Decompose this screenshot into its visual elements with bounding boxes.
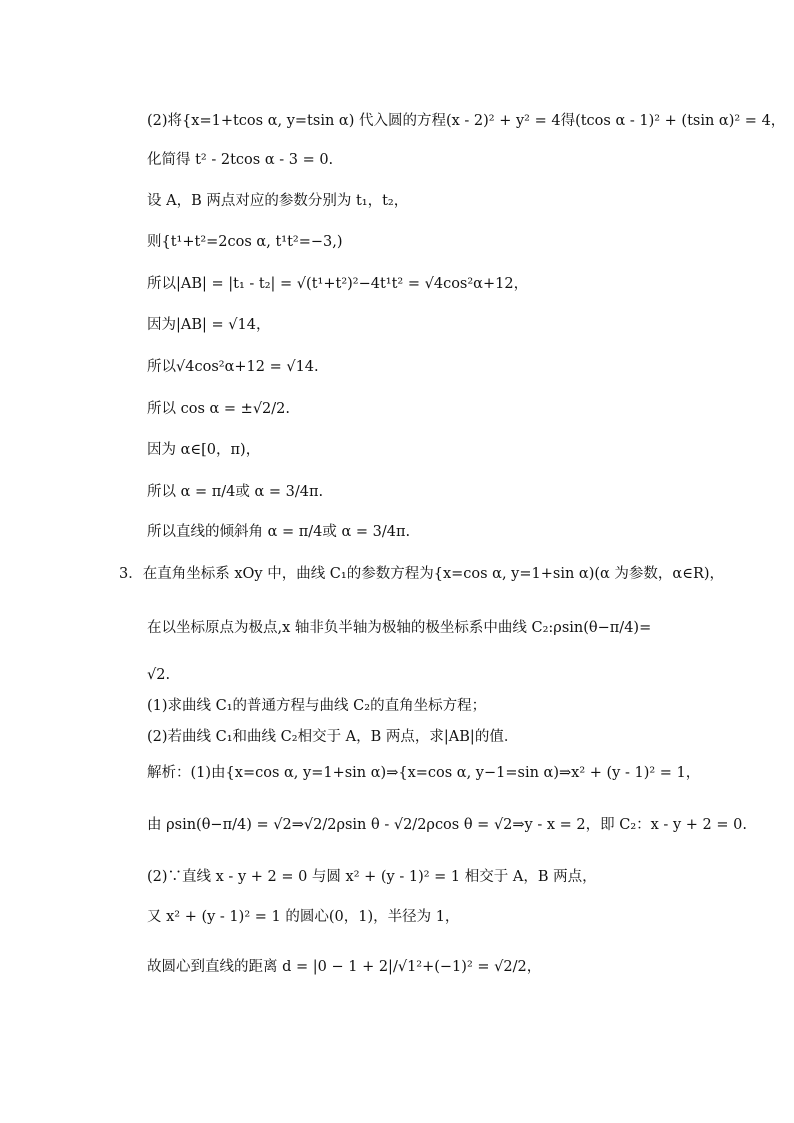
text-line: 所以√4cos²α+12 = √14. xyxy=(147,359,319,375)
text-line: 解析：(1)由{x=cos α, y=1+sin α)⇒{x=cos α, y−1=sin α)⇒x² + (y - 1)² = 1， xyxy=(147,765,701,781)
text-line: 所以 cos α = ±√2/2. xyxy=(147,401,291,417)
text-line: 则{t¹+t²=2cos α, t¹t²=−3,) xyxy=(147,234,343,250)
text-line: √2. xyxy=(147,667,171,683)
text-line: 3．在直角坐标系 xOy 中，曲线 C₁的参数方程为{x=cos α, y=1+sin α)(α 为参数，α∈R)， xyxy=(119,566,725,582)
text-line: 因为 α∈[0，π)， xyxy=(147,442,261,458)
text-line: (2)若曲线 C₁和曲线 C₂相交于 A，B 两点，求|AB|的值． xyxy=(147,729,519,745)
text-line: (1)求曲线 C₁的普通方程与曲线 C₂的直角坐标方程； xyxy=(147,698,487,714)
text-line: 因为|AB| = √14， xyxy=(147,317,271,333)
text-line: 化简得 t² - 2tcos α - 3 = 0. xyxy=(147,152,334,168)
text-line: 设 A，B 两点对应的参数分别为 t₁，t₂， xyxy=(147,193,409,209)
text-line: (2)∵直线 x - y + 2 = 0 与圆 x² + (y - 1)² = 1 相交于 A，B 两点， xyxy=(147,869,597,885)
text-line: (2)将{x=1+tcos α, y=tsin α) 代入圆的方程(x - 2)² + y² = 4得(tcos α - 1)² + (tsin α)² = 4， xyxy=(147,113,786,129)
text-line: 故圆心到直线的距离 d = |0 − 1 + 2|/√1²+(−1)² = √2/2， xyxy=(147,959,542,975)
text-line: 所以|AB| = |t₁ - t₂| = √(t¹+t²)²−4t¹t² = √4cos²α+12， xyxy=(147,276,529,292)
text-line: 由 ρsin(θ−π/4) = √2⇒√2/2ρsin θ - √2/2ρcos θ = √2⇒y - x = 2，即 C₂：x - y + 2 = 0. xyxy=(147,817,747,833)
text-line: 又 x² + (y - 1)² = 1 的圆心(0，1)，半径为 1， xyxy=(147,909,460,925)
text-line: 所以直线的倾斜角 α = π/4或 α = 3/4π. xyxy=(147,524,411,540)
text-line: 所以 α = π/4或 α = 3/4π. xyxy=(147,484,324,500)
text-line: 在以坐标原点为极点,x 轴非负半轴为极轴的极坐标系中曲线 C₂:ρsin(θ−π/4)= xyxy=(147,620,652,636)
